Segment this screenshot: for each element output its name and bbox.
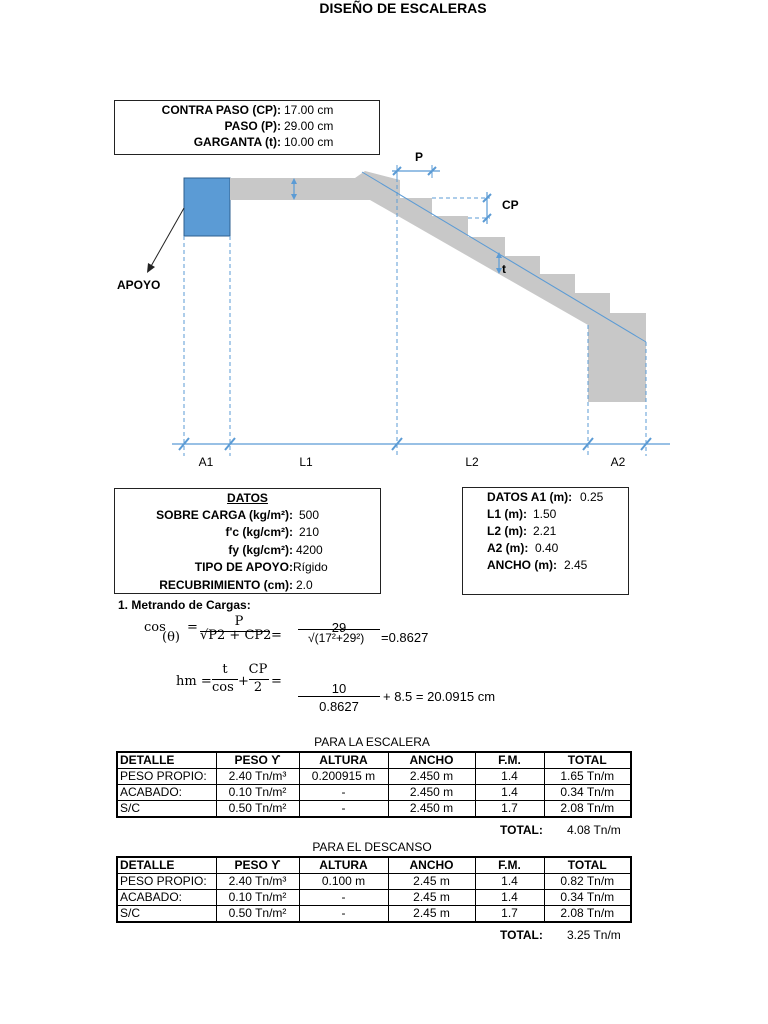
hm-frac-bar3 [298,696,380,697]
datos-label-fc: f'c (kg/cm²): [225,525,293,539]
cell: S/C [117,906,216,923]
col-peso: PESO ϒ [216,857,299,874]
cell: PESO PROPIO: [117,874,216,890]
garganta-label: GARGANTA (t): [193,135,281,149]
cell: 1.4 [475,769,544,785]
escalera-caption: PARA LA ESCALERA [314,735,430,749]
datos-label-tipo: TIPO DE APOYO: [194,560,293,574]
descanso-total-label: TOTAL: [500,928,543,942]
col-detalle: DETALLE [117,752,216,769]
cell: 2.08 Tn/m [544,801,631,818]
l1-label: L1 (m): [487,507,527,521]
cell: 2.40 Tn/m³ [216,769,299,785]
table-header-row [117,752,631,769]
col-detalle: DETALLE [117,857,216,874]
col-fm: F.M. [475,857,544,874]
garganta-value: 10.00 cm [284,135,334,149]
l2-label: L2 (m): [487,524,527,538]
datos-a1-box [462,487,629,595]
col-altura: ALTURA [299,752,388,769]
p-label: P [415,150,424,164]
segment-l1: L1 [299,455,313,469]
cell: 0.10 Tn/m² [216,890,299,906]
cell: 1.7 [475,801,544,818]
cell: 2.450 m [388,769,475,785]
cell: PESO PROPIO: [117,769,216,785]
hm-eq: = [271,674,282,689]
cell: 2.45 m [388,890,475,906]
segment-l2: L2 [465,455,479,469]
a2-value: 0.40 [535,541,559,555]
t-label: t [502,262,506,276]
col-total: TOTAL [544,857,631,874]
col-fm: F.M. [475,752,544,769]
ancho-label: ANCHO (m): [487,558,557,572]
datos-value-fy: 4200 [296,543,323,557]
cos-result: =0.8627 [381,630,429,645]
cos-eq2: = [271,628,282,643]
datos-value-recubrimiento: 2.0 [296,578,313,592]
segment-a2: A2 [610,455,626,469]
datos-label-recubrimiento: RECUBRIMIENTO (cm): [159,578,293,592]
datos-heading: DATOS [227,491,268,505]
escalera-table [116,751,632,818]
datos-label-fy: fy (kg/cm²): [228,543,293,557]
datos-value-sobrecarga: 500 [299,508,320,522]
cos-frac2-bar [298,629,380,630]
cp-label: CONTRA PASO (CP): [161,103,281,117]
ancho-value: 2.45 [564,558,588,572]
cp-label-diagram: CP [502,198,519,212]
cos-frac2-den: √(17²+29²) [308,631,365,645]
hm-num: 10 [331,681,347,696]
hm-t: t [222,662,228,677]
cell: 2.40 Tn/m³ [216,874,299,890]
table-row [117,785,631,801]
cell: 2.450 m [388,785,475,801]
page-title: DISEÑO DE ESCALERAS [319,0,487,16]
cell: - [299,906,388,923]
cell: 1.4 [475,874,544,890]
metrado-heading: 1. Metrando de Cargas: [118,598,251,612]
col-total: TOTAL [544,752,631,769]
cos-lhs: cos [144,620,166,635]
landing-slab [230,171,376,200]
cell: 0.100 m [299,874,388,890]
cell: 2.45 m [388,906,475,923]
apoyo-arrowhead [147,263,155,273]
a1-value: 0.25 [580,490,604,504]
cell: - [299,801,388,818]
cell: 0.50 Tn/m² [216,906,299,923]
col-ancho: ANCHO [388,857,475,874]
segment-a1: A1 [198,455,214,469]
table-row [117,769,631,785]
hm-plus: + [238,674,249,689]
cell: 0.200915 m [299,769,388,785]
support-block [184,178,230,236]
descanso-caption: PARA EL DESCANSO [312,840,432,854]
table-row [117,906,631,923]
cell: 1.65 Tn/m [544,769,631,785]
cos-frac1-den: √P2 + CP2 [200,628,272,643]
stair-diagram [0,140,768,480]
cell: S/C [117,801,216,818]
table-row [117,801,631,818]
escalera-total-value: 4.08 Tn/m [567,823,621,837]
cell: 0.50 Tn/m² [216,801,299,818]
datos-value-fc: 210 [299,525,320,539]
apoyo-leader [150,208,184,268]
cell: - [299,890,388,906]
cell: ACABADO: [117,785,216,801]
cell: 1.4 [475,785,544,801]
datos-box [114,488,381,594]
cell: 0.10 Tn/m² [216,785,299,801]
cell: 1.4 [475,890,544,906]
descanso-total-value: 3.25 Tn/m [567,928,621,942]
table-row [117,890,631,906]
apoyo-label: APOYO [117,278,161,292]
cos-frac2-num: 29 [331,620,347,635]
cell: - [299,785,388,801]
hm-2: 2 [253,680,263,695]
l1-value: 1.50 [533,507,557,521]
col-altura: ALTURA [299,857,388,874]
l2-value: 2.21 [533,524,557,538]
a1-label: DATOS A1 (m): [487,490,573,504]
datos-label-sobrecarga: SOBRE CARGA (kg/m²): [156,508,293,522]
datos-value-tipo: Rígido [293,560,328,574]
cell: 2.45 m [388,874,475,890]
hm-lhs: hm = [176,674,212,689]
paso-label: PASO (P): [224,119,281,133]
hm-result: + 8.5 = 20.0915 cm [383,689,496,704]
escalera-total-label: TOTAL: [500,823,543,837]
col-peso: PESO ϒ [216,752,299,769]
cos-frac1-num: P [234,614,244,629]
paso-value: 29.00 cm [284,119,334,133]
hm-cp: CP [248,662,268,677]
cell: 2.450 m [388,801,475,818]
cell: 2.08 Tn/m [544,906,631,923]
descanso-table [116,856,632,923]
col-ancho: ANCHO [388,752,475,769]
cell: 0.82 Tn/m [544,874,631,890]
cell: 0.34 Tn/m [544,785,631,801]
cell: 0.34 Tn/m [544,890,631,906]
cell: 1.7 [475,906,544,923]
hm-cos: cos [212,680,234,695]
cp-value: 17.00 cm [284,103,334,117]
a2-label: A2 (m): [487,541,529,555]
table-header-row [117,857,631,874]
cos-eq1: = [187,620,198,635]
table-row [117,874,631,890]
hm-den: 0.8627 [319,699,359,714]
cos-theta: (θ) [162,630,180,645]
cell: ACABADO: [117,890,216,906]
